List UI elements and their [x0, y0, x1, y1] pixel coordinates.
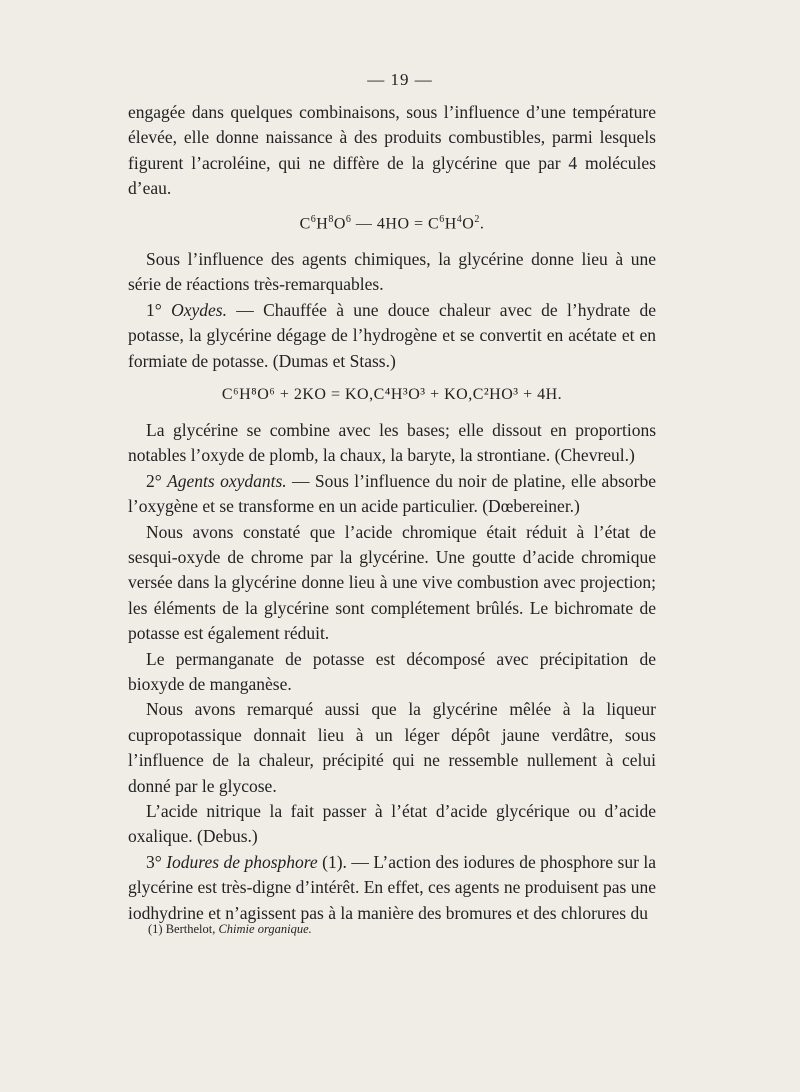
section-title-oxidizing-agents: Agents oxydants. [167, 470, 287, 491]
paragraph-permanganate: Le permanganate de potasse est décomposé avec précipitation de bioxyde de manganèse. [128, 648, 656, 695]
section-title-phosphorus-iodides: Iodures de phosphore [166, 851, 318, 872]
paragraph-bases: La glycérine se combine avec les bases; elle dissout en proportions notables l’oxyde de plomb, la chaux, la baryte, la strontiane. (Chevreul.) [128, 419, 656, 466]
paragraph-chemical-agents: Sous l’influence des agents chimiques, la glycérine donne lieu à une série de réactions très-remarquables. [128, 248, 656, 295]
section-phosphorus-iodides: 3° Iodures de phosphore (1). — L’action des iodures de phosphore sur la glycérine est très-digne d’intérêt. En effet, ces agents ne produisent pas une iodhydrine et n’agissent pas à la manière des bromures et des chlorures du [128, 851, 656, 923]
paragraph-chromic-acid: Nous avons constaté que l’acide chromique était réduit à l’état de sesqui-oxyde de chrome par la glycérine. Une goutte d’acide chromique versée dans la glycérine donne lieu à une vive combustion avec projection; les éléments de la glycérine sont complétement brûlés. Le bichromate de potasse est également réduit. [128, 521, 656, 644]
page-body [128, 100, 656, 926]
equation-acrolein: $C^6H^8O^6$ — $4HO = C^6H^4O^2$. [299, 213, 485, 232]
paragraph-cupropotassic: Nous avons remarqué aussi que la glycérine mêlée à la liqueur cupropotassique donnait lieu à un léger dépôt jaune verdâtre, sous l’influence de la chaleur, précipité qui ne ressemble nullement à celui donné par le glycose. [128, 699, 656, 796]
footnote: (1) Berthelot, Chimie organique. [148, 922, 312, 936]
section-title-oxydes: Oxydes. [171, 299, 227, 320]
paragraph-nitric-acid: L’acide nitrique la fait passer à l’état d’acide glycérique ou d’acide oxalique. (Debus.) [128, 801, 656, 847]
equation-potash: C⁶H⁸O⁶ + 2KO = KO,C⁴H³O³ + KO,C²HO³ + 4H. [221, 385, 563, 403]
page-number: — 19 — [367, 70, 433, 89]
paragraph-continued: engagée dans quelques combinaisons, sous l’influence d’une température élevée, elle donne naissance à des produits combustibles, parmi lesquels figurent l’acroléine, qui ne diffère de la glycérine que par 4 molécules d’eau. [128, 102, 656, 199]
section-oxidizing-agents: 2° Agents oxydants. — Sous l’influence du noir de platine, elle absorbe l’oxygène et se transforme en un acide particulier. (Dœbereiner.) [128, 470, 656, 517]
section-oxydes: 1° Oxydes. — Chauffée à une douce chaleur avec de l’hydrate de potasse, la glycérine dégage de l’hydrogène et se convertit en acétate et en formiate de potasse. (Dumas et Stass.) [128, 299, 656, 371]
